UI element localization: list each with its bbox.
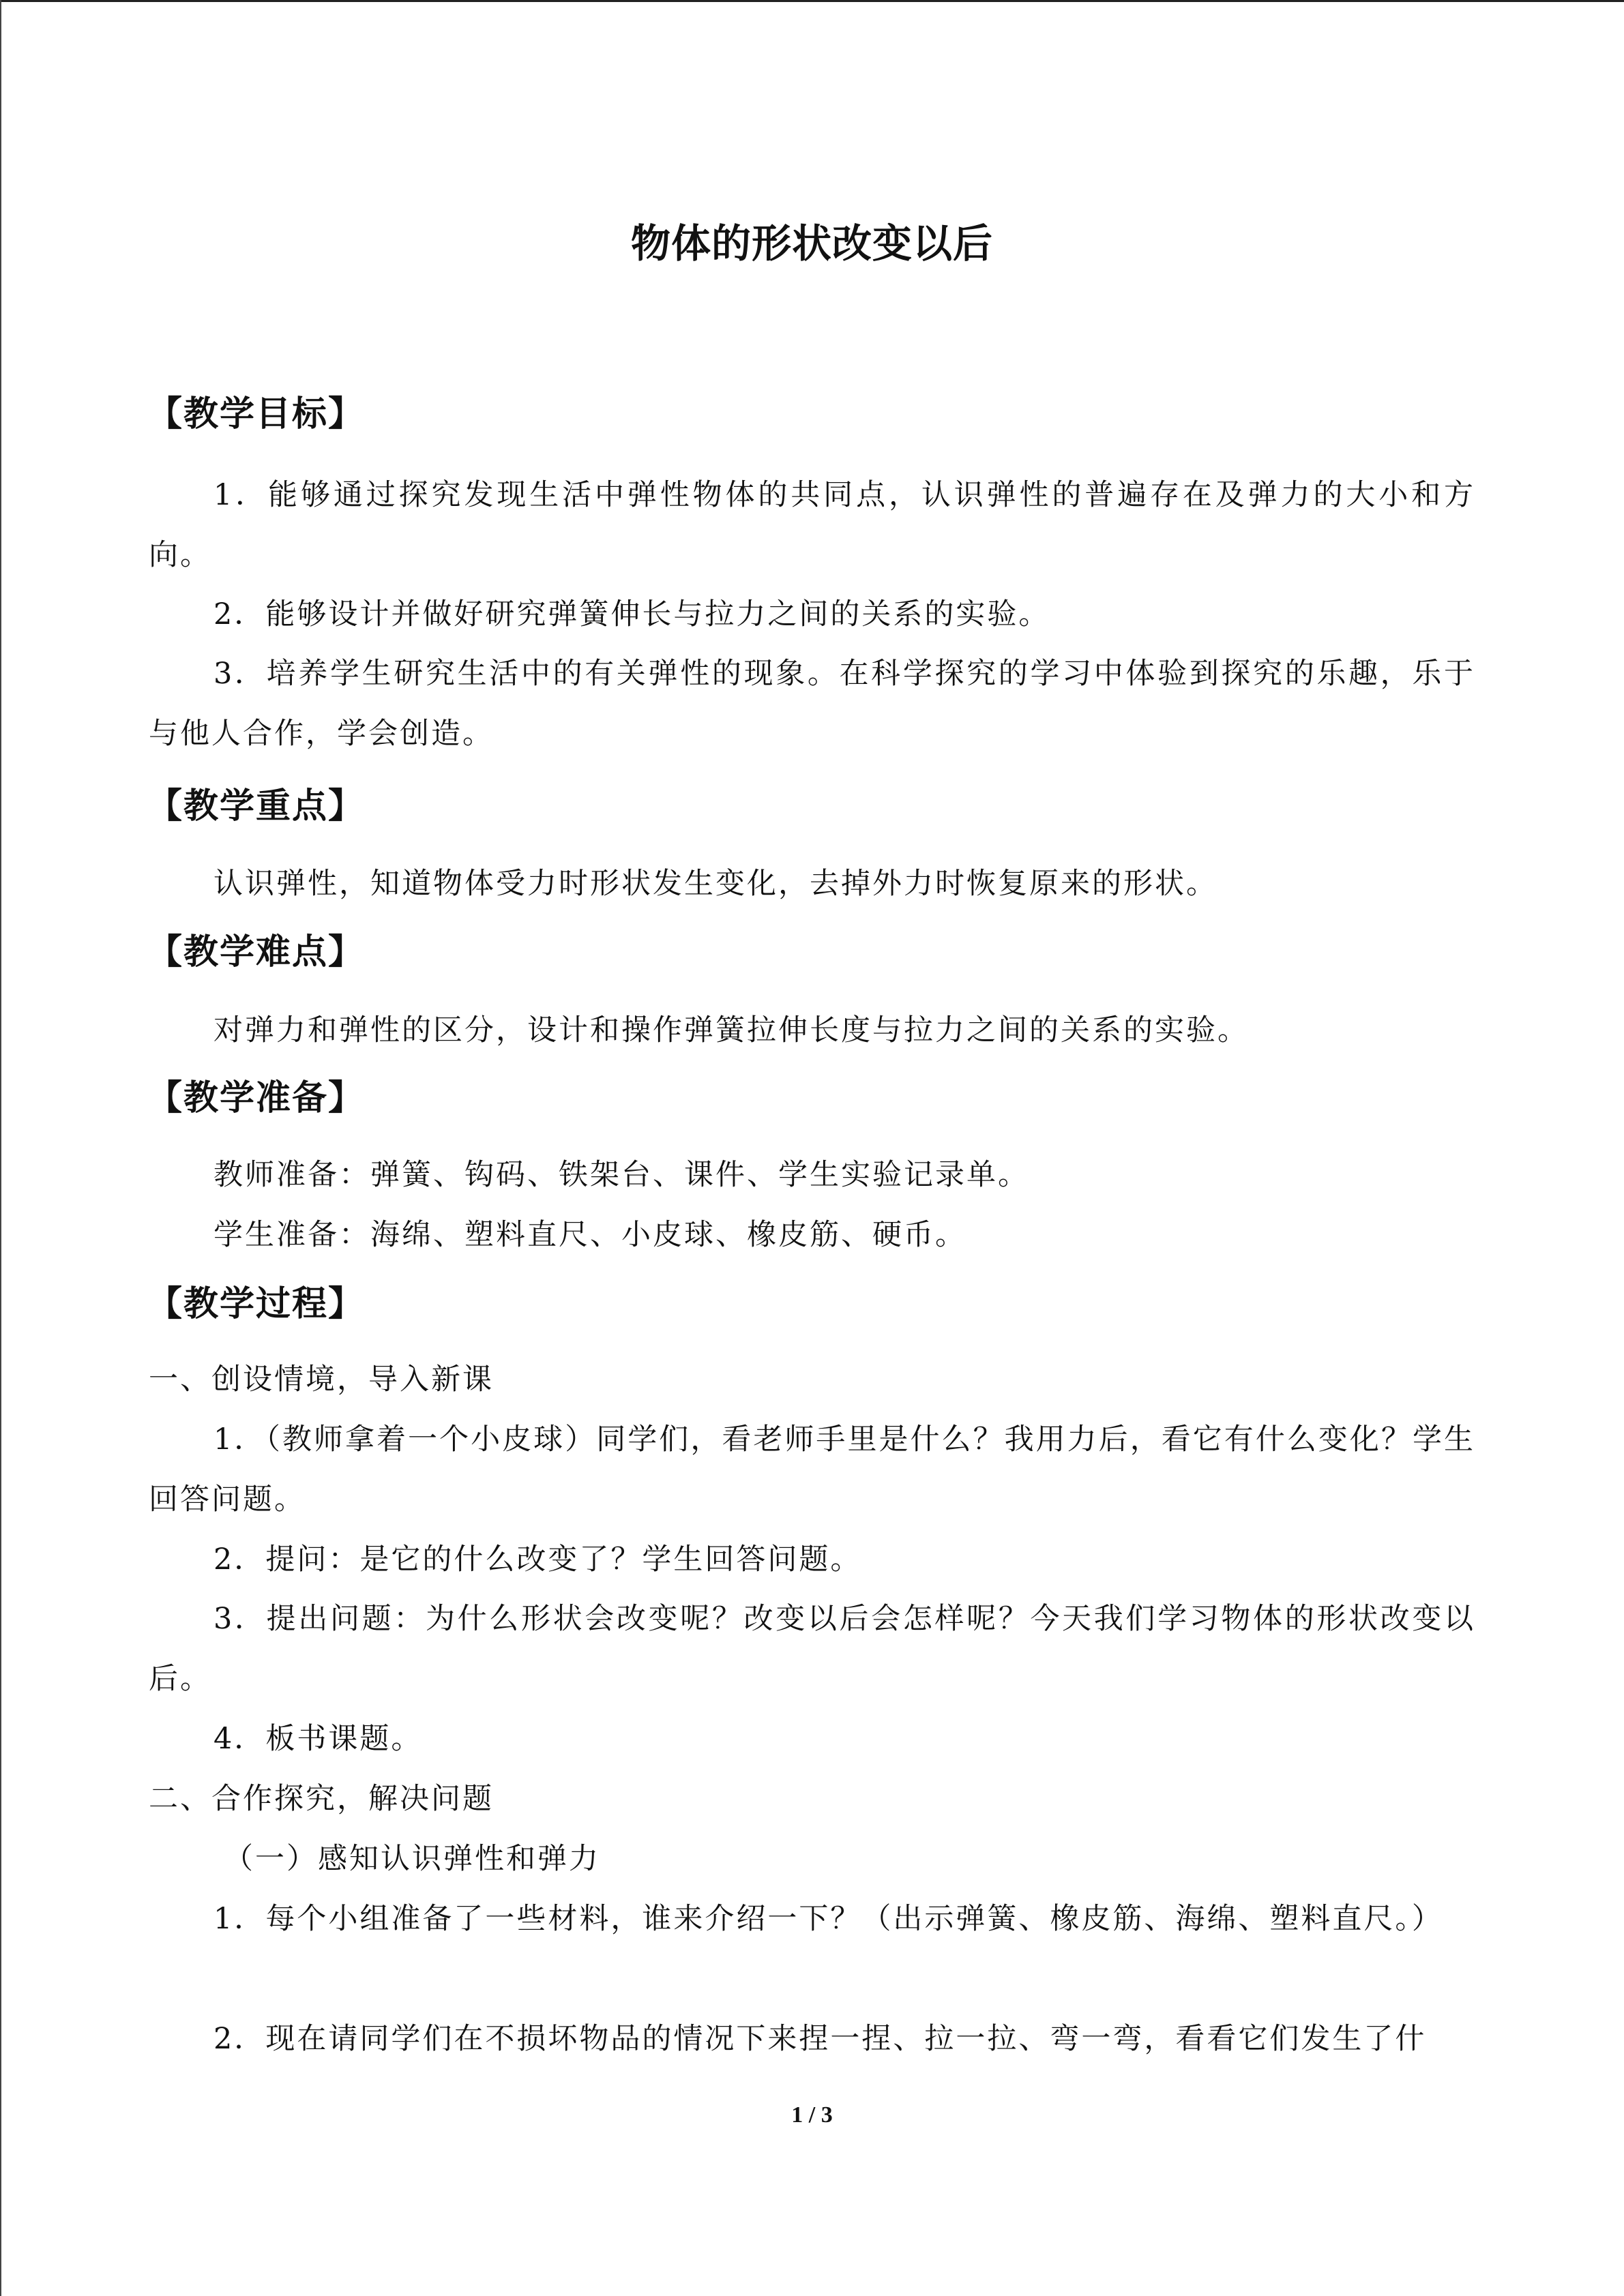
heading-process: 【教学过程】 bbox=[147, 1284, 365, 1324]
key-points-text: 认识弹性，知道物体受力时形状发生变化，去掉外力时恢复原来的形状。 bbox=[213, 867, 1217, 901]
page-left-border bbox=[0, 0, 1, 2296]
heading-key-points: 【教学重点】 bbox=[147, 786, 365, 826]
objective-item-2: 2．能够设计并做好研究弹簧伸长与拉力之间的关系的实验。 bbox=[213, 597, 1050, 631]
heading-preparation: 【教学准备】 bbox=[147, 1078, 365, 1118]
objective-item-1: 1．能够通过探究发现生活中弹性物体的共同点，认识弹性的普遍存在及弹力的大小和方向。 bbox=[149, 478, 1475, 572]
page-number: 1 / 3 bbox=[791, 2102, 833, 2128]
process-part2-title: 二、合作探究，解决问题 bbox=[149, 1782, 494, 1816]
process-part1-item-3: 3．提出问题：为什么形状会改变呢？改变以后会怎样呢？今天我们学习物体的形状改变以后。 bbox=[149, 1602, 1475, 1696]
objective-item-3: 3．培养学生研究生活中的有关弹性的现象。在科学探究的学习中体验到探究的乐趣，乐于与他人合作，学会创造。 bbox=[149, 657, 1475, 751]
student-preparation: 学生准备：海绵、塑料直尺、小皮球、橡皮筋、硬币。 bbox=[213, 1218, 966, 1252]
difficulties-text: 对弹力和弹性的区分，设计和操作弹簧拉伸长度与拉力之间的关系的实验。 bbox=[213, 1013, 1249, 1047]
process-part1-item-2: 2．提问：是它的什么改变了？学生回答问题。 bbox=[213, 1542, 862, 1577]
process-part2-item-1: 1．每个小组准备了一些材料，谁来介绍一下？（出示弹簧、橡皮筋、海绵、塑料直尺。） bbox=[213, 1902, 1443, 1936]
page-title: 物体的形状改变以后 bbox=[630, 220, 993, 267]
teacher-preparation: 教师准备：弹簧、钩码、铁架台、课件、学生实验记录单。 bbox=[213, 1158, 1029, 1192]
process-part2-item-2: 2．现在请同学们在不损坏物品的情况下来捏一捏、拉一拉、弯一弯，看看它们发生了什 bbox=[213, 2022, 1427, 2056]
process-part1-item-4: 4．板书课题。 bbox=[213, 1722, 423, 1756]
heading-objectives: 【教学目标】 bbox=[147, 394, 365, 434]
process-part2-subtitle: （一）感知认识弹性和弹力 bbox=[224, 1842, 600, 1876]
heading-difficulties: 【教学难点】 bbox=[147, 932, 365, 972]
page-top-border bbox=[0, 0, 1624, 2]
process-part1-title: 一、创设情境，导入新课 bbox=[149, 1362, 494, 1397]
process-part1-item-1: 1．（教师拿着一个小皮球）同学们，看老师手里是什么？我用力后，看它有什么变化？学生回答问题。 bbox=[149, 1422, 1475, 1517]
